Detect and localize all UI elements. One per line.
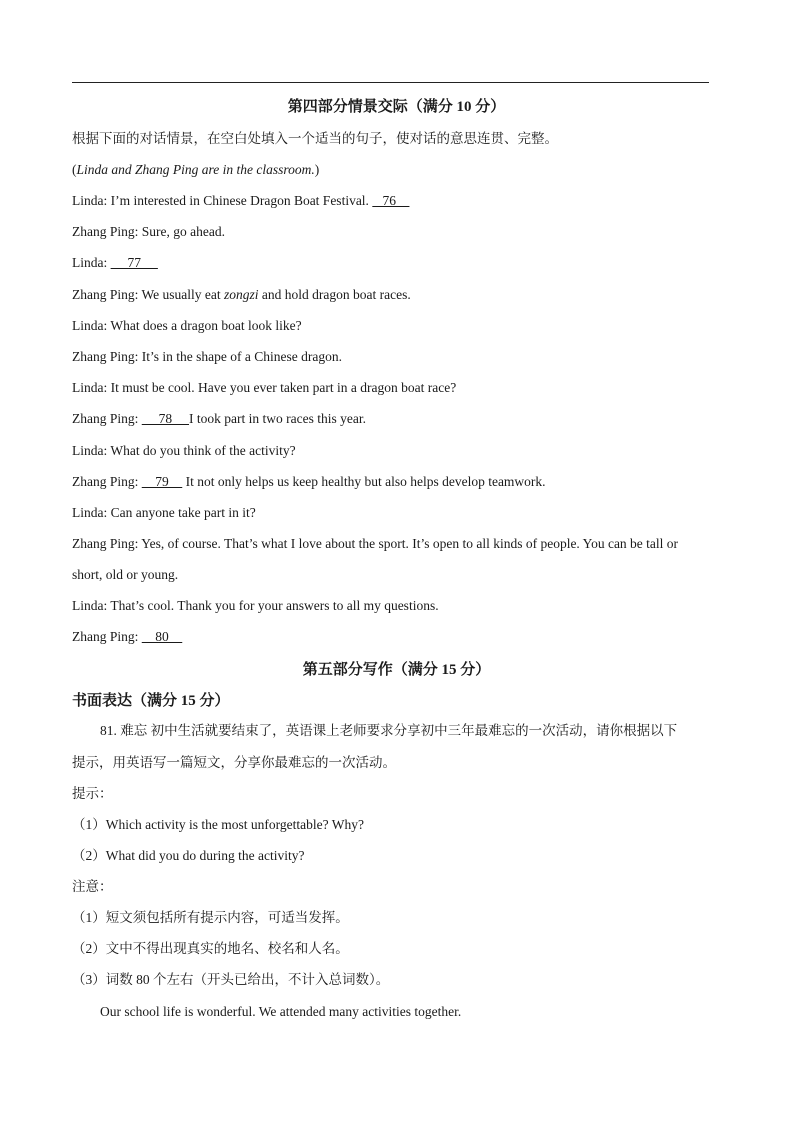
hint-item: （2）What did you do during the activity? (72, 848, 305, 863)
essay-opening-sentence: Our school life is wonderful. We attended many activities together. (100, 1004, 462, 1019)
dialogue-line (72, 348, 342, 366)
dialogue-text: and hold dragon boat races. (258, 287, 411, 302)
dialogue-text: It not only helps us keep healthy but also helps develop teamwork. (182, 474, 546, 489)
dialogue-line (72, 192, 409, 210)
dialogue-text: Linda: What do you think of the activity? (72, 443, 296, 458)
answer-blank-77[interactable]: 77 (110, 255, 158, 270)
dialogue-text: Zhang Ping: It’s in the shape of a Chinese dragon. (72, 349, 342, 364)
note-item: （2）文中不得出现真实的地名、校名和人名。 (72, 941, 349, 956)
answer-blank-78[interactable]: 78 (141, 411, 189, 426)
dialogue-text: Zhang Ping: (72, 411, 142, 426)
answer-blank-76[interactable]: 76 (372, 193, 410, 208)
dialogue-text: Zhang Ping: (72, 474, 142, 489)
setting-open-paren: ( (72, 162, 77, 177)
dialogue-line (72, 254, 158, 272)
section4-title: 第四部分情景交际（满分 10 分） (287, 99, 506, 115)
dialogue-setting (72, 161, 319, 179)
hint-item: （1）Which activity is the most unforgettable? Why? (72, 817, 364, 832)
dialogue-line (72, 442, 296, 460)
dialogue-line (72, 317, 302, 335)
dialogue-line (72, 535, 678, 553)
dialogue-text: Zhang Ping: (72, 629, 142, 644)
dialogue-text: Zhang Ping: We usually eat (72, 287, 225, 302)
dialogue-text: short, old or young. (72, 567, 179, 582)
dialogue-italic-word: zongzi (224, 287, 259, 302)
setting-close-paren: ) (314, 162, 320, 177)
dialogue-line (72, 566, 178, 584)
dialogue-text: Linda: What does a dragon boat look like? (72, 318, 302, 333)
hints-label: 提示： (72, 786, 113, 801)
writing-prompt-line2: 提示，用英语写一篇短文，分享你最难忘的一次活动。 (72, 755, 396, 770)
dialogue-line (72, 286, 411, 304)
answer-blank-80[interactable]: 80 (141, 629, 183, 644)
dialogue-text: Linda: I’m interested in Chinese Dragon Boat Festival. (72, 193, 373, 208)
setting-text: Linda and Zhang Ping are in the classroom. (76, 162, 315, 177)
dialogue-line (72, 223, 225, 241)
note-item: （1）短文须包括所有提示内容，可适当发挥。 (72, 910, 349, 925)
dialogue-text: Linda: Can anyone take part in it? (72, 505, 256, 520)
dialogue-line (72, 473, 546, 491)
dialogue-line (72, 379, 456, 397)
dialogue-line (72, 597, 439, 615)
note-item: （3）词数 80 个左右（开头已给出，不计入总词数）。 (72, 972, 390, 987)
dialogue-text: Zhang Ping: Sure, go ahead. (72, 224, 225, 239)
notes-label: 注意： (72, 879, 113, 894)
dialogue-line (72, 504, 256, 522)
dialogue-text: Linda: That’s cool. Thank you for your answers to all my questions. (72, 598, 439, 613)
dialogue-text: Zhang Ping: Yes, of course. That’s what I love about the sport. It’s open to all kinds of people. You can be tall or (72, 536, 679, 551)
dialogue-text: Linda: It must be cool. Have you ever taken part in a dragon boat race? (72, 380, 457, 395)
section5-subtitle: 书面表达（满分 15 分） (72, 693, 230, 709)
answer-blank-79[interactable]: 79 (141, 474, 183, 489)
section5-title: 第五部分写作（满分 15 分） (302, 662, 491, 678)
dialogue-line (72, 628, 182, 646)
header-divider (72, 82, 709, 83)
section4-instruction: 根据下面的对话情景，在空白处填入一个适当的句子，使对话的意思连贯、完整。 (72, 131, 558, 146)
dialogue-text: I took part in two races this year. (189, 411, 366, 426)
dialogue-line (72, 410, 366, 428)
writing-prompt-line1: 81. 难忘 初中生活就要结束了，英语课上老师要求分享初中三年最难忘的一次活动，请你根据以下 (100, 723, 678, 738)
dialogue-text: Linda: (72, 255, 111, 270)
